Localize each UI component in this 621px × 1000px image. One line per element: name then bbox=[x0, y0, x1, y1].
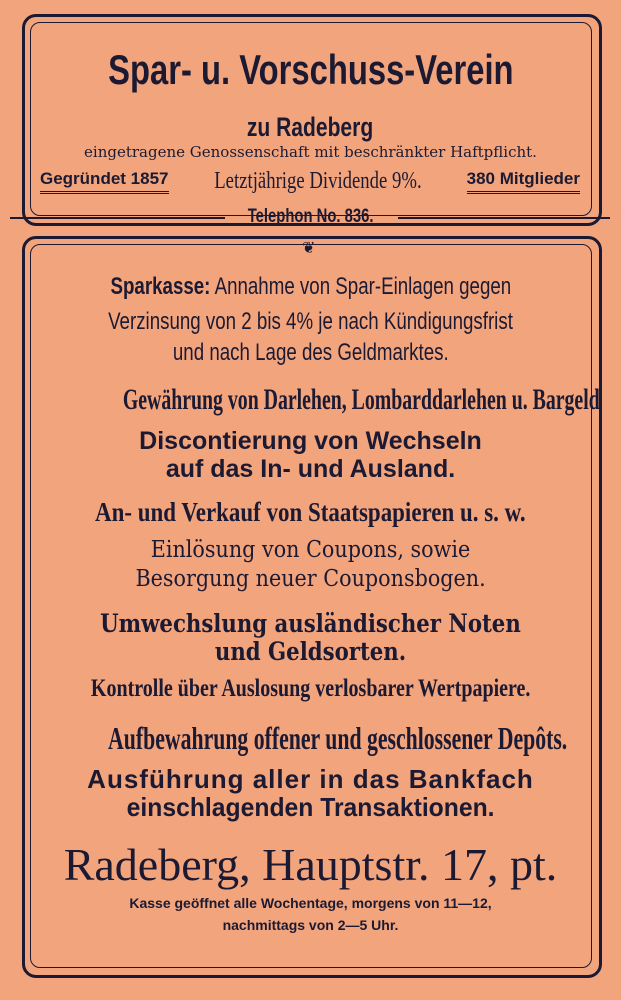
exchange-line-1: Umwechslung ausländischer Noten bbox=[100, 609, 521, 638]
securities: An- und Verkauf von Staatspapieren u. s. w. bbox=[95, 497, 526, 527]
exchange-line-2: und Geldsorten. bbox=[214, 637, 407, 666]
execution-line-1: Ausführung aller in das Bankfach bbox=[87, 764, 534, 794]
coupons-line-1: Einlösung von Coupons, sowie bbox=[150, 537, 471, 563]
members: 380 Mitglieder bbox=[467, 169, 580, 194]
address: Radeberg, Hauptstr. 17, pt. bbox=[63, 839, 558, 890]
sparkasse-line-1: Sparkasse: Annahme von Spar-Einlagen gegen bbox=[110, 273, 511, 300]
info-row bbox=[40, 168, 580, 195]
coupons-line-2: Besorgung neuer Couponsbogen. bbox=[135, 566, 486, 592]
discount-line-1: Discontierung von Wechseln bbox=[139, 427, 482, 455]
sparkasse-line-3: und nach Lage des Geldmarktes. bbox=[172, 339, 449, 366]
hours-line-1: Kasse geöffnet alle Wochentage, morgens von 11—12, bbox=[129, 895, 492, 911]
location: zu Radeberg bbox=[247, 112, 374, 142]
dividend: Letztjährige Dividende 9%. bbox=[213, 168, 422, 194]
ornament-icon: ❦ bbox=[302, 240, 316, 257]
founded: Gegründet 1857 bbox=[40, 169, 169, 194]
execution-line-2: einschlagenden Transaktionen. bbox=[126, 792, 495, 822]
discount-line-2: auf das In- und Ausland. bbox=[165, 455, 456, 483]
legal-form: eingetragene Genossenschaft mit beschränkter Haftpflicht. bbox=[84, 143, 537, 161]
deposits: Aufbewahrung offener und geschlossener Depôts. bbox=[108, 720, 568, 756]
hours-line-2: nachmittags von 2—5 Uhr. bbox=[222, 917, 399, 933]
title: Spar- u. Vorschuss-Verein bbox=[107, 46, 514, 93]
sparkasse-line-2: Verzinsung von 2 bis 4% je nach Kündigungsfrist bbox=[108, 308, 513, 335]
loans: Gewährung von Darlehen, Lombarddarlehen u. Bargeld bbox=[122, 383, 600, 416]
control: Kontrolle über Auslosung verlosbarer Wertpapiere. bbox=[90, 675, 531, 702]
telephone: Telephon No. 836. bbox=[247, 206, 374, 227]
